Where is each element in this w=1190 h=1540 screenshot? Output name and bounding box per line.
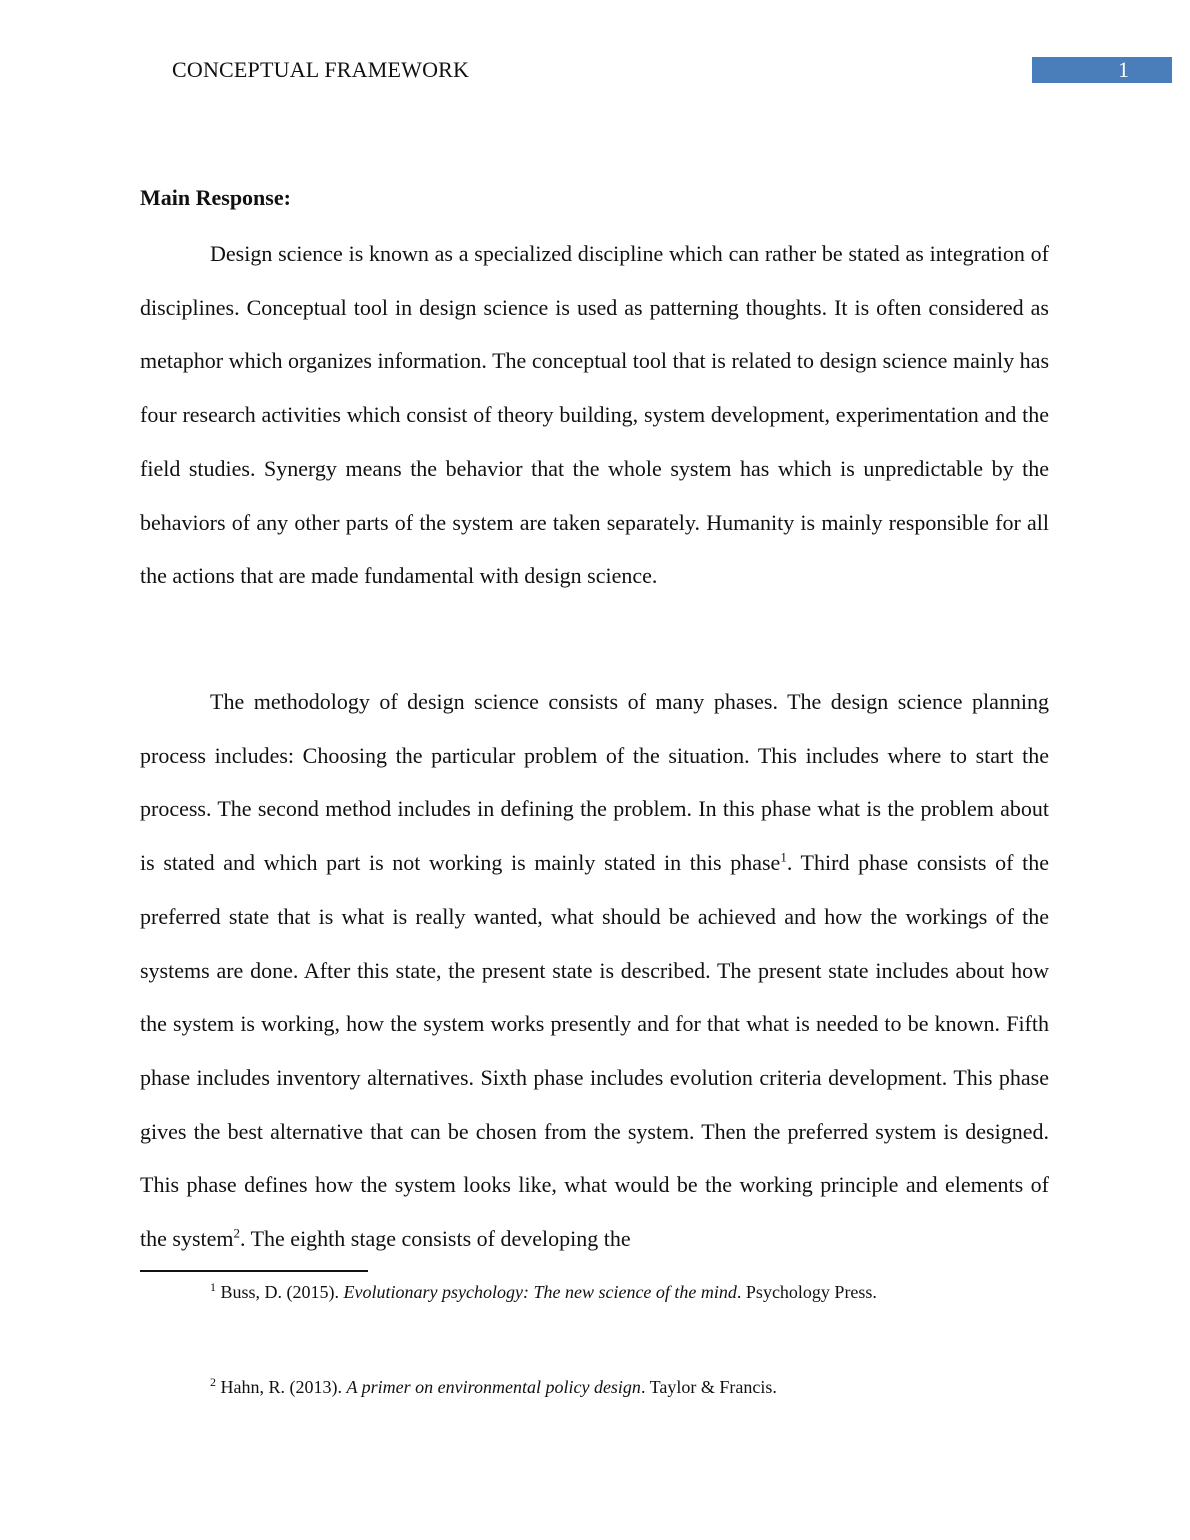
- footnote-separator: [140, 1270, 368, 1272]
- paragraph-2-text-b: . Third phase consists of the preferred state that is what is really wanted, what should be achieved and how the workings of the systems are done. After this state, the present state is described. The present state includes about how the system is working, how the system works presently and for that what is needed to be known. Fifth phase includes inventory alternatives. Sixth phase includes evolution criteria development. This phase gives the best alternative that can be chosen from the system. Then the preferred system is designed. This phase defines how the system looks like, what would be the working principle and elements of the system: [140, 850, 1049, 1252]
- footnote-2-marker: 2: [210, 1375, 216, 1389]
- body-paragraph-1: Design science is known as a specialized discipline which can rather be stated as integration of disciplines. Conceptual tool in design science is used as patterning thoughts. It is often considered as metaphor which organizes information. The conceptual tool that is related to design science mainly has four research activities which consist of theory building, system development, experimentation and the field studies. Synergy means the behavior that the whole system has which is unpredictable by the behaviors of any other parts of the system are taken separately. Humanity is mainly responsible for all the actions that are made fundamental with design science.: [140, 241, 1049, 589]
- page-number: 1: [1118, 57, 1129, 82]
- paragraph-2-text-a: The methodology of design science consists of many phases. The design science planning process includes: Choosing the particular problem of the situation. This includes where to start the process. The second method includes in defining the problem. In this phase what is the problem about is stated and which part is not working is mainly stated in this phase: [140, 689, 1049, 876]
- footnote-ref-2[interactable]: 2: [233, 1225, 240, 1241]
- footnote-2-tail: . Taylor & Francis.: [640, 1377, 777, 1397]
- footnote-1-title: Evolutionary psychology: The new science of the mind: [343, 1282, 737, 1302]
- footnote-2-lead: Hahn, R. (2013).: [216, 1377, 347, 1397]
- footnote-2-title: A primer on environmental policy design: [346, 1377, 641, 1397]
- page-number-box: [1032, 57, 1172, 83]
- footnote-1-marker: 1: [210, 1280, 216, 1294]
- footnote-1-lead: Buss, D. (2015).: [216, 1282, 344, 1302]
- footnote-2: [210, 1375, 777, 1399]
- section-heading: Main Response:: [140, 185, 291, 210]
- body-paragraph-2: [140, 675, 1049, 1266]
- footnote-1: [210, 1280, 877, 1304]
- footnote-1-tail: . Psychology Press.: [736, 1282, 877, 1302]
- paragraph-2-text-c: . The eighth stage consists of developing the: [240, 1226, 631, 1252]
- footnote-ref-1[interactable]: 1: [780, 849, 787, 865]
- running-head: CONCEPTUAL FRAMEWORK: [172, 57, 470, 82]
